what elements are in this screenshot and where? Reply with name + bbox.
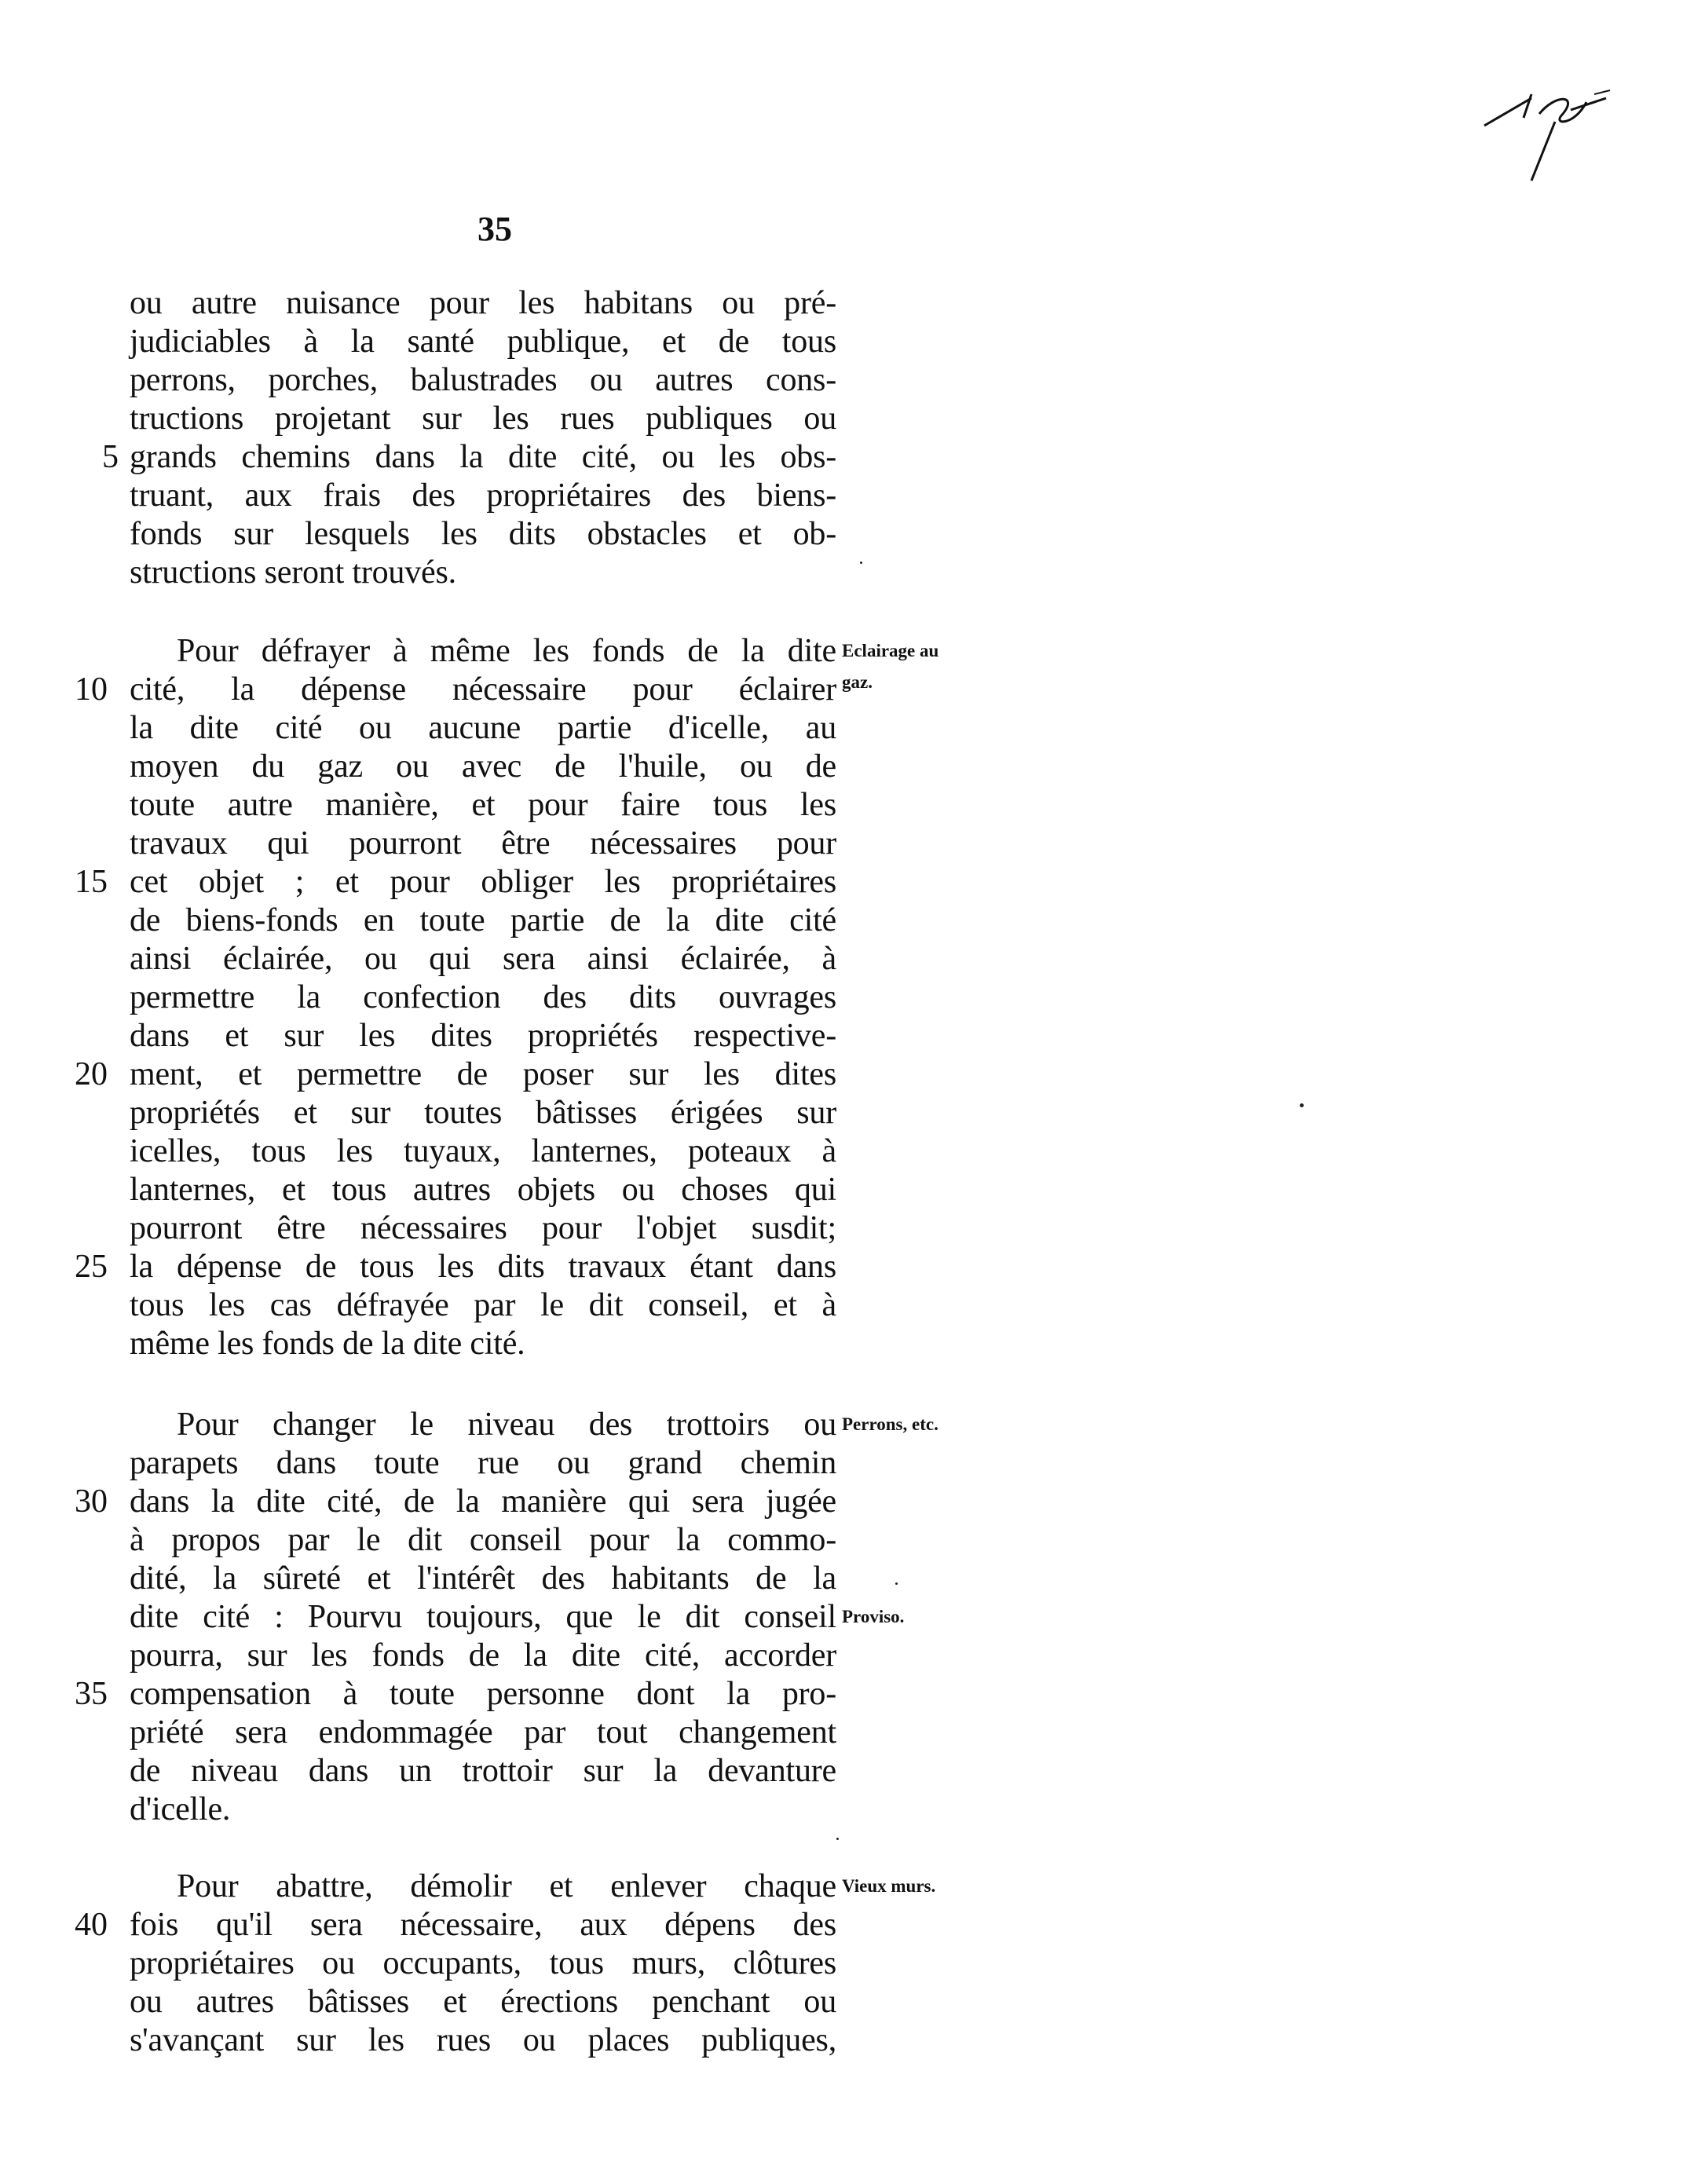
- text-line: judiciables à la santé publique, et de tous: [130, 324, 836, 360]
- text-line: lanternes, et tous autres objets ou choses qui: [130, 1172, 836, 1208]
- text-line: de niveau dans un trottoir sur la devanture: [130, 1753, 836, 1789]
- scan-speck: [1300, 1103, 1304, 1107]
- margin-note-proviso: Proviso.: [842, 1607, 905, 1626]
- handwritten-folio-mark: [1476, 79, 1634, 196]
- margin-note-eclairage-cont: gaz.: [842, 672, 873, 692]
- text-line: pourront être nécessaires pour l'objet susdit;: [130, 1210, 836, 1246]
- text-line: cité, la dépense nécessaire pour éclairer: [130, 671, 836, 708]
- margin-note-vieux-murs: Vieux murs.: [842, 1876, 936, 1896]
- line-number: 40: [75, 1907, 108, 1943]
- text-line: moyen du gaz ou avec de l'huile, ou de: [130, 748, 836, 785]
- text-line: icelles, tous les tuyaux, lanternes, poteaux à: [130, 1133, 836, 1169]
- text-line: toute autre manière, et pour faire tous les: [130, 787, 836, 823]
- text-line: pourra, sur les fonds de la dite cité, accorder: [130, 1637, 836, 1674]
- line-number: 35: [75, 1676, 108, 1712]
- scan-speck: [860, 562, 862, 564]
- line-number: 10: [75, 671, 108, 708]
- text-line: Pour abattre, démolir et enlever chaque: [177, 1868, 836, 1904]
- text-line: parapets dans toute rue ou grand chemin: [130, 1445, 836, 1481]
- text-line: priété sera endommagée par tout changement: [130, 1714, 836, 1750]
- text-line: travaux qui pourront être nécessaires pour: [130, 825, 836, 862]
- text-line: dite cité : Pourvu toujours, que le dit conseil: [130, 1599, 836, 1635]
- text-line: la dépense de tous les dits travaux étant dans: [130, 1249, 836, 1285]
- text-line: d'icelle.: [130, 1791, 231, 1827]
- text-line: Pour défrayer à même les fonds de la dite: [177, 633, 836, 669]
- margin-note-eclairage: Eclairage au: [842, 641, 939, 660]
- text-line: truant, aux frais des propriétaires des biens-: [130, 477, 836, 514]
- text-line: propriétaires ou occupants, tous murs, clôtures: [130, 1945, 836, 1981]
- text-line: la dite cité ou aucune partie d'icelle, au: [130, 710, 836, 746]
- line-number: 25: [75, 1249, 108, 1285]
- scan-speck: [836, 1838, 839, 1840]
- text-line: ou autre nuisance pour les habitans ou pré-: [130, 285, 836, 321]
- text-line: propriétés et sur toutes bâtisses érigées sur: [130, 1095, 836, 1131]
- line-number: 15: [75, 864, 108, 900]
- text-line: s'avançant sur les rues ou places publiques,: [130, 2022, 836, 2058]
- text-line: dans la dite cité, de la manière qui sera jugée: [130, 1483, 836, 1520]
- text-line: ainsi éclairée, ou qui sera ainsi éclairée, à: [130, 941, 836, 977]
- text-line: tous les cas défrayée par le dit conseil, et à: [130, 1287, 836, 1323]
- line-number: 30: [75, 1483, 108, 1520]
- text-line: perrons, porches, balustrades ou autres cons-: [130, 362, 836, 398]
- text-line: de biens-fonds en toute partie de la dite cité: [130, 902, 836, 938]
- text-line: dité, la sûreté et l'intérêt des habitants de la: [130, 1560, 836, 1597]
- text-line: compensation à toute personne dont la pro-: [130, 1676, 836, 1712]
- margin-note-perrons: Perrons, etc.: [842, 1414, 938, 1434]
- scan-speck: [895, 1582, 898, 1585]
- text-line: grands chemins dans la dite cité, ou les obs-: [130, 439, 836, 475]
- text-line: à propos par le dit conseil pour la commo-: [130, 1522, 836, 1558]
- text-line: ment, et permettre de poser sur les dites: [130, 1056, 836, 1092]
- text-line: structions seront trouvés.: [130, 554, 456, 591]
- text-line: permettre la confection des dits ouvrages: [130, 979, 836, 1015]
- line-number: 5: [102, 439, 119, 475]
- text-line: même les fonds de la dite cité.: [130, 1326, 525, 1362]
- text-line: tructions projetant sur les rues publiques ou: [130, 401, 836, 437]
- text-line: dans et sur les dites propriétés respective-: [130, 1018, 836, 1054]
- text-line: fonds sur lesquels les dits obstacles et ob-: [130, 516, 836, 552]
- text-line: fois qu'il sera nécessaire, aux dépens des: [130, 1907, 836, 1943]
- page-number: 35: [477, 210, 512, 248]
- line-number: 20: [75, 1056, 108, 1092]
- text-line: cet objet ; et pour obliger les propriétaires: [130, 864, 836, 900]
- text-line: ou autres bâtisses et érections penchant ou: [130, 1984, 836, 2020]
- text-line: Pour changer le niveau des trottoirs ou: [177, 1407, 836, 1443]
